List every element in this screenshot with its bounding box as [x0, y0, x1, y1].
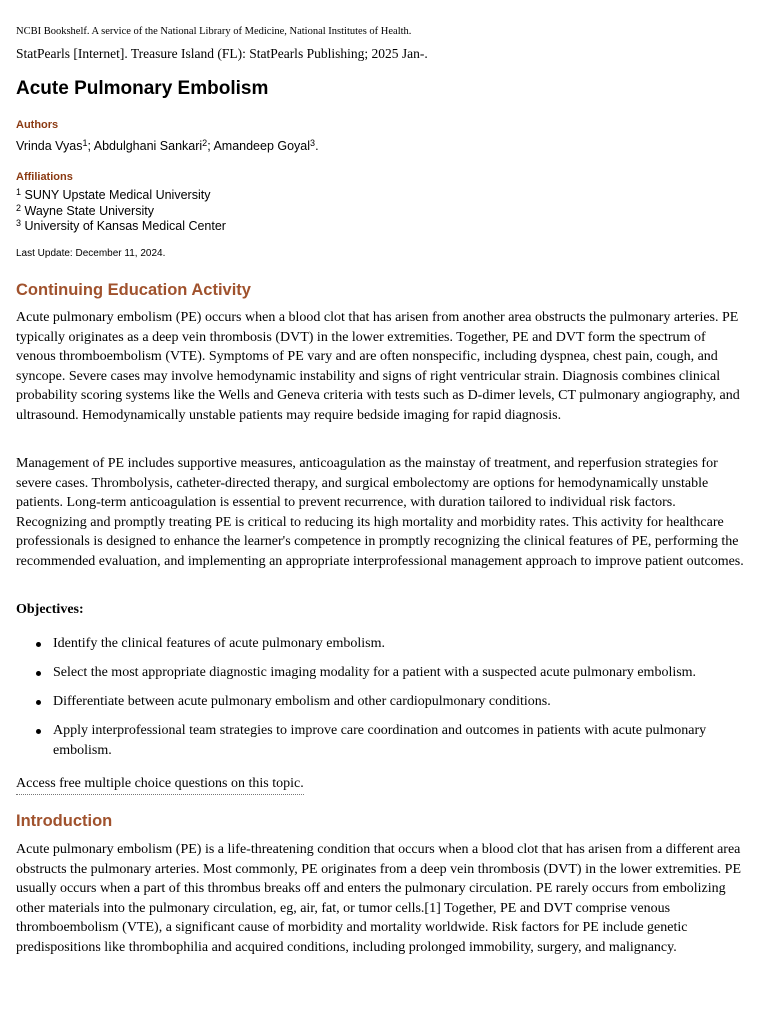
access-questions-link[interactable]: Access free multiple choice questions on this topic. — [16, 774, 304, 795]
affiliation-list — [16, 188, 226, 235]
affiliation-item — [16, 188, 226, 204]
objective-text: Apply interprofessional team strategies to improve care coordination and outcomes in patients with acute pulmonary embolism. — [53, 723, 707, 758]
section-heading-continuing-education: Continuing Education Activity — [16, 281, 251, 299]
author-name[interactable]: Vrinda Vyas — [16, 139, 83, 153]
citation-line: StatPearls [Internet]. Treasure Island (FL): StatPearls Publishing; 2025 Jan-. — [16, 46, 428, 61]
affiliation-name: University of Kansas Medical Center — [24, 219, 226, 233]
affiliations-heading: Affiliations — [16, 171, 73, 183]
list-item — [16, 634, 746, 654]
objective-text: Differentiate between acute pulmonary embolism and other cardiopulmonary conditions. — [53, 694, 551, 709]
affiliation-number: 1 — [16, 187, 22, 197]
authors-heading: Authors — [16, 119, 59, 131]
bullet-icon — [36, 671, 41, 676]
list-item — [16, 663, 746, 683]
page-title: Acute Pulmonary Embolism — [16, 78, 269, 99]
author-list — [16, 137, 319, 155]
paragraph: Management of PE includes supportive measures, anticoagulation as the mainstay of treatment, and reperfusion strategies for severe cases. Thrombolysis, catheter-directed therapy, and surgical embolectomy are options for hemodynamically unstable patients. Long-term anticoagulation is essential to prevent recurrence, with duration tailored to individual risk factors. Recognizing and promptly treating PE is critical to reducing its high mortality and morbidity rates. This activity for healthcare professionals is designed to enhance the learner's competence in promptly recognizing the clinical features of PE, performing the recommended evaluation, and implementing an appropriate interprofessional management approach to improve patient outcomes. — [16, 456, 744, 569]
objective-text: Identify the clinical features of acute pulmonary embolism. — [53, 636, 385, 651]
source-line: NCBI Bookshelf. A service of the National Library of Medicine, National Institutes of Health. — [16, 26, 412, 37]
last-update: Last Update: December 11, 2024. — [16, 248, 166, 259]
author-separator: ; — [87, 139, 94, 153]
author-name[interactable]: Amandeep Goyal — [213, 139, 311, 153]
affiliation-item — [16, 204, 226, 220]
bullet-icon — [36, 729, 41, 734]
objectives-list — [16, 634, 746, 770]
bullet-icon — [36, 642, 41, 647]
author-affiliation-number: 3 — [310, 138, 316, 148]
affiliation-item — [16, 219, 226, 235]
author-separator: . — [315, 139, 319, 153]
bullet-icon — [36, 700, 41, 705]
list-item — [16, 721, 746, 760]
affiliation-number: 2 — [16, 202, 22, 213]
paragraph: Acute pulmonary embolism (PE) occurs when a blood clot that has arisen from another area obstructs the pulmonary arteries. PE typically originates as a deep vein thrombosis (DVT) in the lower extremities. Together, PE and DVT form the spectrum of venous thromboembolism (VTE). Symptoms of PE vary and are often nonspecific, including dyspnea, chest pain, cough, and syncope. Severe cases may involve hemodynamic instability and signs of right ventricular strain. Diagnosis combines clinical probability scoring systems like the Wells and Geneva criteria with tests such as D-dimer levels, CT pulmonary angiography, and ultrasound. Hemodynamically unstable patients may require bedside imaging for rapid diagnosis. — [16, 310, 740, 423]
author-separator: ; — [207, 139, 214, 153]
author-affiliation-number: 1 — [82, 138, 88, 148]
affiliation-name: Wayne State University — [24, 203, 154, 218]
section-heading-introduction: Introduction — [16, 812, 113, 830]
affiliation-name: SUNY Upstate Medical University — [24, 188, 211, 202]
objectives-label: Objectives: — [16, 602, 84, 617]
paragraph: Acute pulmonary embolism (PE) is a life-threatening condition that occurs when a blood clot that has arisen from a different area obstructs the pulmonary arteries. Most commonly, PE originates from a deep vein thrombosis (DVT) in the lower extremities. PE usually occurs when a part of this thrombus breaks off and enters the pulmonary circulation. PE rarely occurs from embolizing other materials into the pulmonary circulation, eg, air, fat, or tumor cells.[1] Together, PE and DVT comprise venous thromboembolism (VTE), a significant cause of morbidity and mortality worldwide. Risk factors for PE include genetic predispositions like thrombophilia and acquired conditions, including prolonged immobility, surgery, and malignancy. — [16, 842, 741, 955]
affiliation-number: 3 — [16, 218, 22, 228]
author-affiliation-number: 2 — [202, 138, 208, 148]
list-item — [16, 692, 746, 712]
objective-text: Select the most appropriate diagnostic imaging modality for a patient with a suspected acute pulmonary embolism. — [53, 665, 697, 680]
author-name[interactable]: Abdulghani Sankari — [93, 139, 203, 153]
